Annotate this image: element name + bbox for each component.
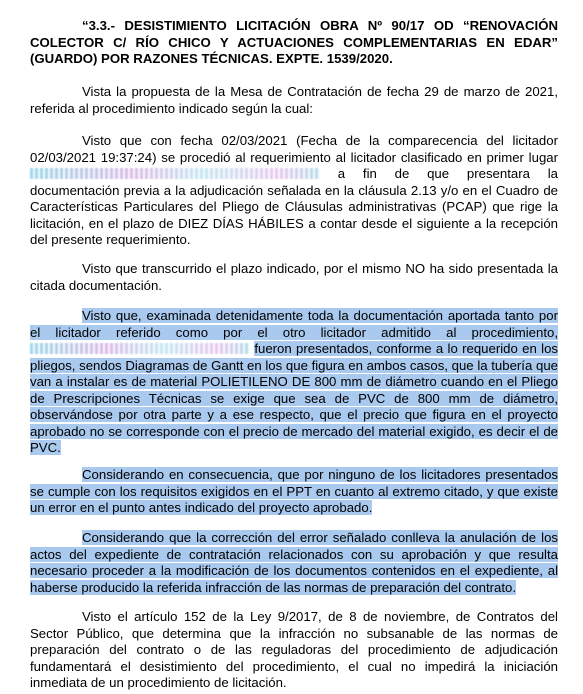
paragraph-correction-text: Considerando que la corrección del error señalado conlleva la anulación de los actos del expediente de contratación relacionados con su aprobación y que resulta necesario proceder a la modificación de los documentos contenidos en el expediente, al haberse producido la referida infracción de las normas de preparación del contrato. bbox=[30, 530, 558, 595]
paragraph-deadline bbox=[30, 261, 558, 294]
paragraph-examination-text-b: fueron presentados, conforme a lo requerido en los pliegos, sendos Diagramas de Gantt en los que figura en ambos casos, que la tubería que van a instalar es de material POLIETILENO DE 800 mm de diámetro cuando en el Pliego de Prescripciones Técnicas se exige que sea de PVC de 800 mm de diámetro, observándose por otra parte y a ese respecto, que el precio que figura en el proyecto aprobado no se corresponde con el precio de mercado del material exigido, es decir el de PVC. bbox=[30, 341, 558, 455]
paragraph-deadline-text: Visto que transcurrido el plazo indicado, por el mismo NO ha sido presentada la citada documentación. bbox=[30, 261, 558, 293]
paragraph-consequence-text: Considerando en consecuencia, que por ninguno de los licitadores presentados se cumple con los requisitos exigidos en el PPT en cuanto al extremo citado, y que existe un error en el punto antes indicado del proyecto aprobado. bbox=[30, 467, 558, 515]
paragraph-examination bbox=[30, 308, 558, 457]
paragraph-examination-text-a: Visto que, examinada detenidamente toda la documentación aportada tanto por el licitador referido como por el otro licitador admitido al procedimiento, bbox=[30, 308, 558, 340]
paragraph-requirement bbox=[30, 133, 558, 249]
paragraph-proposal-text: Vista la propuesta de la Mesa de Contratación de fecha 29 de marzo de 2021, referida al procedimiento indicado según la cual: bbox=[30, 84, 558, 116]
paragraph-proposal bbox=[30, 84, 558, 117]
document-title: “3.3.- DESISTIMIENTO LICITACIÓN OBRA Nº 90/17 OD “RENOVACIÓN COLECTOR C/ RÍO CHICO Y ACTUACIONES COMPLEMENTARIAS EN EDAR” (GUARDO) POR RAZONES TÉCNICAS. EXPTE. 1539/2020. bbox=[30, 18, 558, 66]
paragraph-requirement-text-a: Visto que con fecha 02/03/2021 (Fecha de la comparecencia del licitador 02/03/2021 19:37:24) se procedió al requerimiento al licitador clasificado en primer lugar bbox=[30, 133, 558, 165]
redacted-bidder-name bbox=[30, 168, 320, 179]
paragraph-requirement-text-b: a fin de que presentara la documentación previa a la adjudicación señalada en la cláusula 2.13 y/o en el Cuadro de Características Particulares del Pliego de Cláusulas administrativas (PCAP) que rige la licitación, en el plazo de DIEZ DÍAS HÁBILES a contar desde el siguiente a la recepción del presente requerimiento. bbox=[30, 166, 558, 247]
paragraph-correction bbox=[30, 530, 558, 596]
paragraph-legal-basis bbox=[30, 609, 558, 692]
redacted-bidder-names bbox=[30, 343, 250, 354]
paragraph-legal-basis-text: Visto el artículo 152 de la Ley 9/2017, de 8 de noviembre, de Contratos del Sector Público, que determina que la infracción no subsanable de las normas de preparación del contrato o de las reguladoras del procedimiento de adjudicación fundamentará el desistimiento del procedimiento, el cual no impedirá la iniciación inmediata de un procedimiento de licitación. bbox=[30, 609, 558, 690]
paragraph-consequence bbox=[30, 467, 558, 517]
